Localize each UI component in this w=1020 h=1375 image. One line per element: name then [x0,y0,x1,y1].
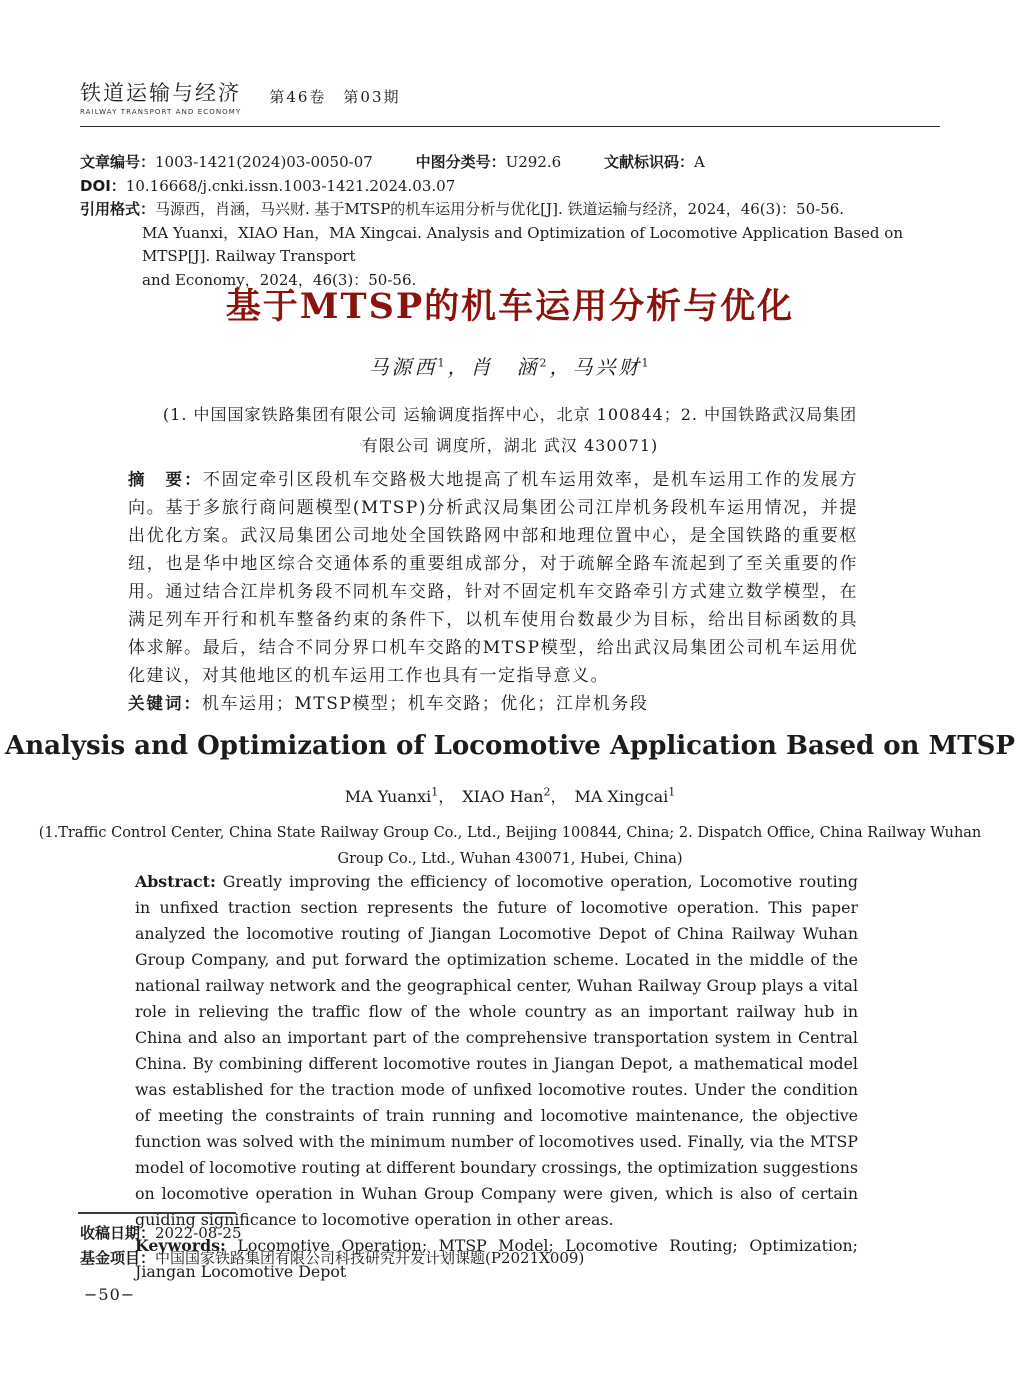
keywords-en-body: Locomotive Operation; MTSP Model; Locomotive Routing; Optimization; Jiangan Locomotive Depot [135,1236,858,1281]
footnote-block [80,1221,940,1270]
author-separator: ， [447,355,471,379]
received-date: 2022-08-25 [155,1224,242,1242]
paper-title-en: Analysis and Optimization of Locomotive Application Based on MTSP [5,731,1015,761]
abstract-en-body: Greatly improving the efficiency of locomotive operation, Locomotive routing in unfixed traction section represents the future of locomotive operation. This paper analyzed the locomotive routing of Jiangan Locomotive Depot of China Railway Wuhan Group Company, and put forward the optimization scheme. Located in the middle of the national railway network and the geographical center, Wuhan Railway Group plays a vital role in relieving the traffic flow of the whole country as an important railway hub in China and also an important part of the comprehensive transportation system in Central China. By combining different locomotive routes in Jiangan Depot, a mathematical model was established for the traction mode of unfixed locomotive routes. Under the condition of meeting the constraints of train running and locomotive maintenance, the objective function was solved with the minimum number of locomotives used. Finally, via the MTSP model of locomotive routing at different boundary crossings, the optimization suggestions on locomotive operation in Wuhan Group Company were given, which is also of certain guiding significance to locomotive operation in other areas. [135,872,858,1229]
fund-line [80,1246,940,1271]
citation-line-cn [80,198,944,292]
article-number: 1003-1421(2024)03-0050-07 [155,153,373,171]
doi-line [80,175,944,199]
citation-en-line2: and Economy，2024，46(3)：50-56. [142,270,417,289]
author-superscript: 2 [539,356,550,370]
authors-en [0,784,1020,807]
author-superscript: 1 [431,785,439,799]
doi-label: DOI： [80,176,126,195]
keywords-cn-body: 机车运用；MTSP模型；机车交路；优化；江岸机务段 [202,694,649,714]
author-superscript: 1 [641,356,652,370]
header-rule [80,126,940,127]
author-superscript: 1 [668,785,676,799]
clc-label: 中图分类号： [415,153,506,171]
author-name: 马源西 [368,355,438,379]
abstract-cn [128,466,858,690]
received-date-label: 收稿日期： [80,1224,156,1242]
journal-logo [80,82,241,116]
fund-text: 中国国家铁路集团有限公司科技研究开发计划课题(P2021X009) [155,1248,585,1267]
author-name-en: XIAO Han [462,787,544,806]
abstract-cn-body: 不固定牵引区段机车交路极大地提高了机车运用效率，是机车运用工作的发展方向。基于多旅行商问题模型(MTSP)分析武汉局集团公司江岸机务段机车运用情况，并提出优化方案。武汉局集团公司地处全国铁路网中部和地理位置中心，是全国铁路的重要枢纽，也是华中地区综合交通体系的重要组成部分，对于疏解全路车流起到了至关重要的作用。通过结合江岸机务段不同机车交路，针对不固定机车交路牵引方式建立数学模型，在满足列车开行和机车整备约束的条件下，以机车使用台数最少为目标，给出目标函数的具体求解。最后，结合不同分界口机车交路的MTSP模型，给出武汉局集团公司机车运用优化建议，对其他地区的机车运用工作也具有一定指导意义。 [128,470,859,686]
authors-cn [0,351,1020,380]
abstract-en-label: Abstract: [135,872,216,891]
affiliations-cn [0,399,1020,461]
author-name-en: MA Yuanxi [344,787,432,806]
citation-en-line1: MA Yuanxi，XIAO Han，MA Xingcai. Analysis and Optimization of Locomotive Application Based on MTSP[J]. Railway Transport [142,223,903,265]
fund-label: 基金项目： [80,1248,156,1267]
keywords-cn-label: 关键词： [128,694,202,713]
affiliation-cn-line2: 有限公司 调度所，湖北 武汉 430071) [361,436,659,455]
affiliation-cn-line1: (1. 中国国家铁路集团有限公司 运输调度指挥中心，北京 100844；2. 中国铁路武汉局集团 [162,405,858,424]
affiliation-en-line1: (1.Traffic Control Center, China State Railway Group Co., Ltd., Beijing 100844, China; 2. Dispatch Office, China Railway Wuhan [38,825,982,841]
keywords-cn [128,690,858,718]
received-date-line [80,1221,940,1246]
author-separator: ， [550,787,567,806]
article-metadata [80,151,944,292]
affiliation-en-line2: Group Co., Ltd., Wuhan 430071, Hubei, China) [337,851,683,867]
journal-name-cn: 铁道运输与经济 [80,81,241,105]
affiliations-en [0,820,1020,872]
author-separator: ， [549,355,573,379]
journal-name-en: RAILWAY TRANSPORT AND ECONOMY [80,108,242,117]
author-name: 马兴财 [572,355,642,379]
clc-number: U292.6 [505,153,562,171]
abstract-cn-block [128,466,858,718]
paper-title-cn: 基于MTSP的机车运用分析与优化 [225,286,795,327]
footnote-rule [78,1212,236,1214]
doc-code-label: 文献标识码： [603,153,694,171]
author-name-en: MA Xingcai [574,787,669,806]
volume-issue: 第46卷 第03期 [269,88,401,107]
author-superscript: 1 [437,356,448,370]
article-number-label: 文章编号： [80,153,156,171]
author-name: 肖 涵 [470,355,540,379]
keywords-en-label: Keywords: [135,1236,226,1255]
author-superscript: 2 [543,785,551,799]
page-number: −50− [84,1285,136,1304]
abstract-cn-label: 摘 要： [128,470,203,489]
abstract-en [135,869,858,1233]
doc-code: A [693,153,705,171]
citation-cn: 马源西，肖涵，马兴财. 基于MTSP的机车运用分析与优化[J]. 铁道运输与经济，2024，46(3)：50-56. [155,200,845,218]
metadata-line-1 [80,151,944,175]
author-separator: ， [438,787,455,806]
journal-header [80,82,940,116]
citation-label: 引用格式： [80,200,156,218]
doi-value: 10.16668/j.cnki.issn.1003-1421.2024.03.07 [125,176,456,195]
